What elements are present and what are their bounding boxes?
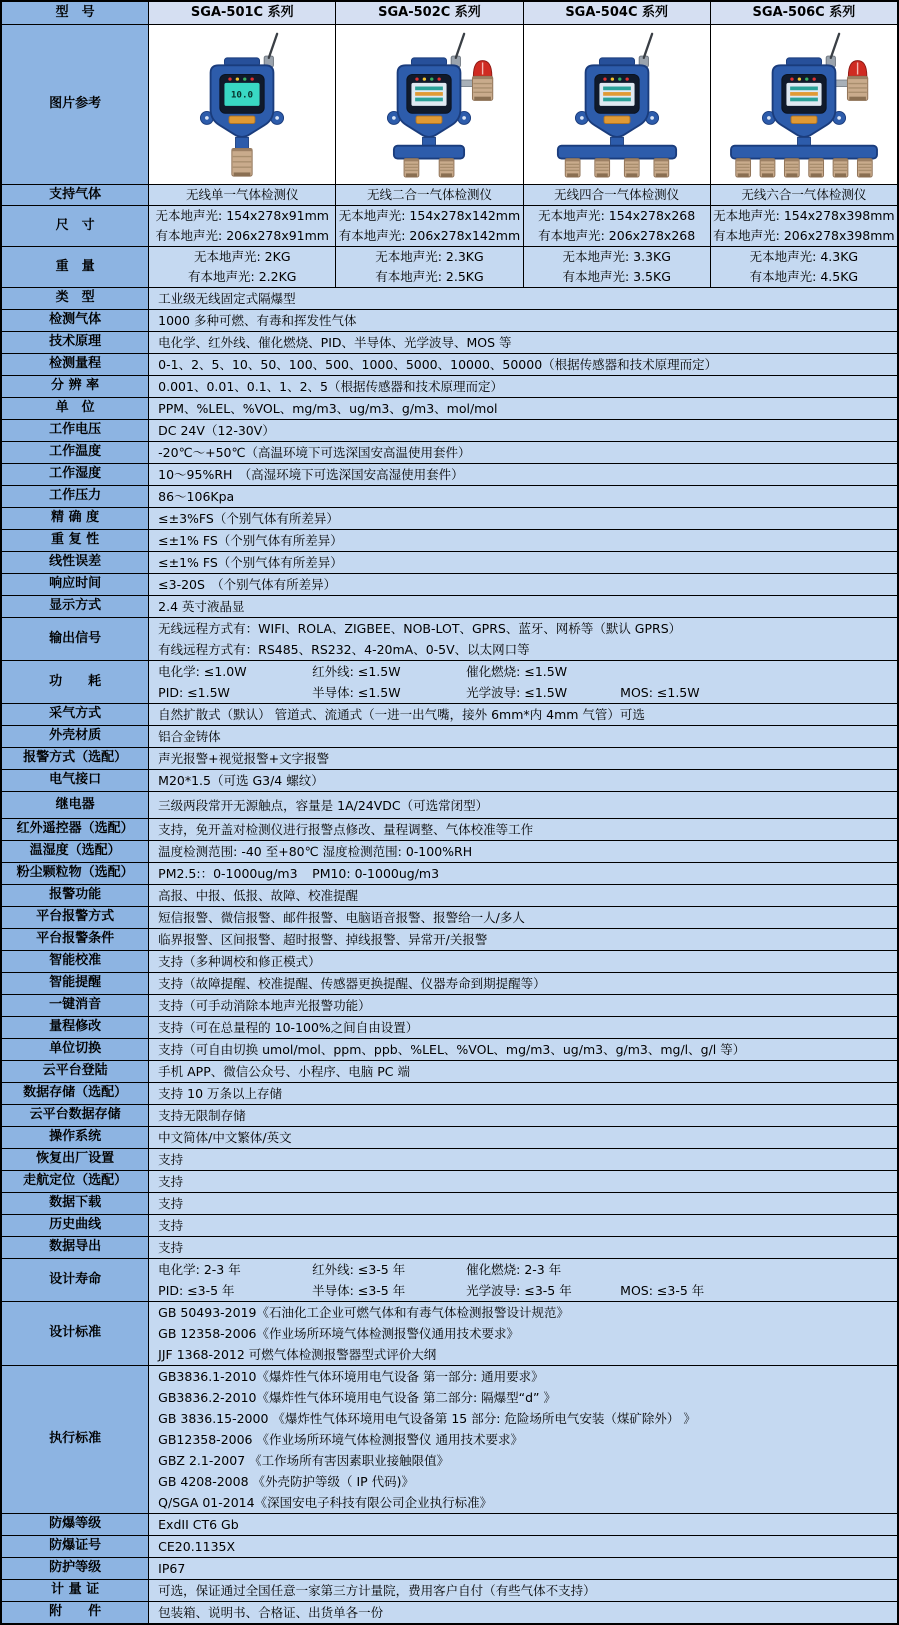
row-label: 型 号 (2, 2, 149, 25)
row-label: 数据存储（选配） (2, 1083, 149, 1105)
table-row (2, 748, 898, 770)
spec-value-segment: 半导体: ≤3-5 年 (312, 1283, 406, 1298)
detector-image-cell (336, 25, 523, 185)
row-label: 检测量程 (2, 354, 149, 376)
spec-value (149, 442, 898, 464)
model-name: SGA-504C 系列 (523, 2, 710, 25)
row-label: 工作温度 (2, 442, 149, 464)
table-row (2, 596, 898, 618)
row-label: 继电器 (2, 792, 149, 819)
spec-value-segment: MOS: ≤3-5 年 (620, 1283, 705, 1298)
table-row (2, 398, 898, 420)
spec-value-line: GB3836.1-2010《爆炸性气体环境用电气设备 第一部分: 通用要求》 (158, 1369, 544, 1384)
table-row (2, 1215, 898, 1237)
col-value (149, 247, 336, 288)
spec-value (149, 574, 898, 596)
col-value: 无线六合一气体检测仪 (710, 185, 897, 206)
col-value (336, 206, 523, 247)
spec-value-segment: PID: ≤3-5 年 (158, 1283, 235, 1298)
spec-value-line (158, 682, 893, 703)
spec-value (149, 1602, 898, 1624)
table-row (2, 726, 898, 748)
col-value-line: 有本地声光: 206x278x268 (538, 228, 696, 243)
row-label: 云平台数据存储 (2, 1105, 149, 1127)
spec-value-line: JJF 1368-2012 可燃气体检测报警器型式评价大纲 (158, 1347, 437, 1362)
detector-image (716, 32, 892, 178)
spec-value-line: 有线远程方式有：RS485、RS232、4-20mA、0-5V、以太网口等 (158, 642, 530, 657)
row-label: 工作压力 (2, 486, 149, 508)
spec-value (149, 951, 898, 973)
table-row (2, 376, 898, 398)
model-name: SGA-506C 系列 (710, 2, 897, 25)
spec-value-text: ExdII CT6 Gb (158, 1517, 239, 1532)
spec-value (149, 464, 898, 486)
spec-value-text: -20℃～+50℃（高温环境下可选深国安高温使用套件） (158, 445, 471, 460)
row-label: 设计寿命 (2, 1259, 149, 1302)
spec-value-text: 可选，保证通过全国任意一家第三方计量院，费用客户自付（有些气体不支持） (158, 1583, 596, 1598)
row-label: 恢复出厂设置 (2, 1149, 149, 1171)
spec-value (149, 310, 898, 332)
spec-value-line: GB 4208-2008 《外壳防护等级（ IP 代码)》 (158, 1474, 415, 1489)
table-row (2, 1259, 898, 1302)
table-row (2, 486, 898, 508)
spec-value-text: 2.4 英寸液晶显 (158, 599, 245, 614)
table-row (2, 1602, 898, 1624)
spec-value (149, 420, 898, 442)
spec-value-text: 86～106Kpa (158, 489, 235, 504)
spec-value-segment: 温度检测范围: -40 至+80℃ (158, 844, 319, 859)
table-row (2, 770, 898, 792)
col-value (336, 247, 523, 288)
table-row (2, 704, 898, 726)
spec-value-text: ≤±1% FS（个别气体有所差异） (158, 533, 343, 548)
table-row (2, 1302, 898, 1366)
spec-value-text: 短信报警、微信报警、邮件报警、电脑语音报警、报警给一人/多人 (158, 910, 525, 925)
spec-value (149, 1237, 898, 1259)
row-label: 精 确 度 (2, 508, 149, 530)
spec-value (149, 1215, 898, 1237)
row-label: 单位切换 (2, 1039, 149, 1061)
table-row (2, 574, 898, 596)
row-label: 分 辨 率 (2, 376, 149, 398)
row-label: 一键消音 (2, 995, 149, 1017)
row-label: 数据下载 (2, 1193, 149, 1215)
table-row (2, 792, 898, 819)
spec-value-text: 0-1、2、5、10、50、100、500、1000、5000、10000、50000（根据传感器和技术原理而定） (158, 357, 718, 372)
spec-value-line (158, 863, 893, 884)
spec-value (149, 508, 898, 530)
svg-text:10.0: 10.0 (231, 89, 254, 101)
spec-value-text: CE20.1135X (158, 1539, 236, 1554)
table-row (2, 420, 898, 442)
table-row (2, 1039, 898, 1061)
spec-value-text: 支持 (158, 1152, 184, 1167)
spec-value (149, 1017, 898, 1039)
spec-value (149, 929, 898, 951)
row-label: 电气接口 (2, 770, 149, 792)
spec-value (149, 1302, 898, 1366)
row-label: 云平台登陆 (2, 1061, 149, 1083)
detector-image-cell (710, 25, 897, 185)
spec-value-text: 声光报警+视觉报警+文字报警 (158, 751, 330, 766)
spec-value-segment: 湿度检测范围: 0-100%RH (322, 844, 473, 859)
row-label: 图片参考 (2, 25, 149, 185)
table-row (2, 2, 898, 25)
table-row (2, 907, 898, 929)
spec-value (149, 1171, 898, 1193)
spec-value-text: DC 24V（12-30V） (158, 423, 275, 438)
row-label: 采气方式 (2, 704, 149, 726)
spec-value-line: GB 3836.15-2000 《爆炸性气体环境用电气设备第 15 部分: 危险场所电气安装（煤矿除外） 》 (158, 1411, 696, 1426)
spec-value (149, 1558, 898, 1580)
spec-value-text: 包装箱、说明书、合格证、出货单各一份 (158, 1605, 384, 1620)
table-row (2, 885, 898, 907)
spec-value-text: 支持（可自由切换 umol/mol、ppm、ppb、%LEL、%VOL、mg/m3、ug/m3、g/m3、mg/l、g/l 等） (158, 1042, 746, 1057)
spec-value-text: 支持 (158, 1240, 184, 1255)
spec-value-text: 电化学、红外线、催化燃烧、PID、半导体、光学波导、MOS 等 (158, 335, 512, 350)
model-name: SGA-501C 系列 (149, 2, 336, 25)
col-value-line: 有本地声光: 4.5KG (749, 269, 859, 284)
spec-value (149, 1127, 898, 1149)
col-value: 无线单一气体检测仪 (149, 185, 336, 206)
table-row (2, 1083, 898, 1105)
row-label: 响应时间 (2, 574, 149, 596)
col-value: 无线二合一气体检测仪 (336, 185, 523, 206)
spec-value (149, 530, 898, 552)
spec-value-text: IP67 (158, 1561, 186, 1576)
spec-value (149, 995, 898, 1017)
row-label: 智能提醒 (2, 973, 149, 995)
table-row (2, 206, 898, 247)
spec-value (149, 1366, 898, 1514)
col-value-line: 有本地声光: 206x278x398mm (713, 228, 895, 243)
spec-value-text: ≤±1% FS（个别气体有所差异） (158, 555, 343, 570)
row-label: 检测气体 (2, 310, 149, 332)
spec-value-text: 临界报警、区间报警、超时报警、掉线报警、异常开/关报警 (158, 932, 488, 947)
spec-value-text: 支持 (158, 1174, 184, 1189)
table-row (2, 310, 898, 332)
row-label: 显示方式 (2, 596, 149, 618)
table-row (2, 1105, 898, 1127)
spec-value (149, 1039, 898, 1061)
row-label: 技术原理 (2, 332, 149, 354)
col-value-line: 无本地声光: 154x278x142mm (338, 208, 521, 223)
table-row (2, 819, 898, 841)
col-value (710, 247, 897, 288)
row-label: 红外遥控器（选配） (2, 819, 149, 841)
detector-image-cell (523, 25, 710, 185)
spec-value (149, 726, 898, 748)
table-row (2, 288, 898, 310)
row-label: 历史曲线 (2, 1215, 149, 1237)
spec-value-line: 无线远程方式有：WIFI、ROLA、ZIGBEE、NOB-LOT、GPRS、蓝牙、网桥等（默认 GPRS） (158, 621, 682, 636)
table-row (2, 863, 898, 885)
spec-value (149, 1514, 898, 1536)
table-row (2, 1149, 898, 1171)
spec-value-text: 支持（故障提醒、校准提醒、传感器更换提醒、仪器寿命到期提醒等） (158, 976, 546, 991)
spec-value-text: 0.001、0.01、0.1、1、2、5（根据传感器和技术原理而定） (158, 379, 504, 394)
table-row (2, 1536, 898, 1558)
row-label: 设计标准 (2, 1302, 149, 1366)
detector-image (341, 32, 517, 178)
spec-value (149, 398, 898, 420)
col-value-line: 无本地声光: 4.3KG (749, 249, 859, 264)
row-label: 支持气体 (2, 185, 149, 206)
spec-value-text: 手机 APP、微信公众号、小程序、电脑 PC 端 (158, 1064, 410, 1079)
row-label: 温湿度（选配） (2, 841, 149, 863)
spec-value-text: 支持（可在总量程的 10-100%之间自由设置） (158, 1020, 419, 1035)
spec-value-segment: 催化燃烧: ≤1.5W (466, 664, 568, 679)
spec-value-line: GB12358-2006 《作业场所环境气体检测报警仪 通用技术要求》 (158, 1432, 523, 1447)
spec-value (149, 704, 898, 726)
row-label: 数据导出 (2, 1237, 149, 1259)
col-value (523, 206, 710, 247)
col-value-line: 无本地声光: 154x278x91mm (155, 208, 329, 223)
row-label: 报警方式（选配） (2, 748, 149, 770)
spec-value-segment: PM2.5:：0-1000ug/m3 (158, 866, 298, 881)
table-row (2, 1237, 898, 1259)
spec-value-segment: 电化学: ≤1.0W (158, 664, 247, 679)
row-label: 平台报警方式 (2, 907, 149, 929)
spec-value-line: GB3836.2-2010《爆炸性气体环境用电气设备 第二部分: 隔爆型“d” 》 (158, 1390, 556, 1405)
model-name: SGA-502C 系列 (336, 2, 523, 25)
spec-table (1, 1, 898, 1624)
table-row (2, 1127, 898, 1149)
spec-value-text: 支持无限制存储 (158, 1108, 246, 1123)
spec-value-line (158, 841, 893, 862)
col-value-line: 无本地声光: 154x278x398mm (713, 208, 895, 223)
col-value: 无线四合一气体检测仪 (523, 185, 710, 206)
table-row (2, 1558, 898, 1580)
spec-value (149, 863, 898, 885)
spec-value (149, 486, 898, 508)
row-label: 附 件 (2, 1602, 149, 1624)
col-value (523, 247, 710, 288)
row-label: 功 耗 (2, 661, 149, 704)
spec-value (149, 885, 898, 907)
spec-value-line: GBZ 2.1-2007 《工作场所有害因素职业接触限值》 (158, 1453, 450, 1468)
spec-value (149, 376, 898, 398)
table-row (2, 442, 898, 464)
col-value (149, 206, 336, 247)
col-value (710, 206, 897, 247)
spec-value-segment: MOS: ≤1.5W (620, 685, 700, 700)
spec-value (149, 1259, 898, 1302)
row-label: 重 量 (2, 247, 149, 288)
spec-value (149, 1580, 898, 1602)
table-row (2, 1193, 898, 1215)
spec-value-text: 工业级无线固定式隔爆型 (158, 291, 296, 306)
spec-value (149, 354, 898, 376)
spec-value (149, 1193, 898, 1215)
spec-value (149, 819, 898, 841)
row-label: 防爆证号 (2, 1536, 149, 1558)
table-row (2, 552, 898, 574)
spec-table-body (2, 2, 898, 1624)
detector-image-cell (149, 25, 336, 185)
col-value-line: 有本地声光: 206x278x91mm (155, 228, 329, 243)
spec-value-line: GB 12358-2006《作业场所环境气体检测报警仪通用技术要求》 (158, 1326, 519, 1341)
spec-value-segment: 电化学: 2-3 年 (158, 1262, 241, 1277)
table-row (2, 1514, 898, 1536)
col-value-line: 有本地声光: 3.5KG (562, 269, 671, 284)
spec-value-segment: 红外线: ≤1.5W (312, 664, 401, 679)
col-value-line: 有本地声光: 2.5KG (375, 269, 484, 284)
table-row (2, 951, 898, 973)
spec-value-segment: 红外线: ≤3-5 年 (312, 1262, 406, 1277)
spec-value (149, 618, 898, 661)
spec-value (149, 973, 898, 995)
spec-value (149, 907, 898, 929)
spec-value-segment: 催化燃烧: 2-3 年 (466, 1262, 562, 1277)
spec-value-text: 支持 (158, 1218, 184, 1233)
spec-value (149, 748, 898, 770)
spec-value (149, 1105, 898, 1127)
row-label: 报警功能 (2, 885, 149, 907)
spec-value-text: 支持，免开盖对检测仪进行报警点修改、量程调整、气体校准等工作 (158, 822, 534, 837)
spec-value (149, 792, 898, 819)
row-label: 量程修改 (2, 1017, 149, 1039)
spec-value-text: 自然扩散式（默认） 管道式、流通式（一进一出气嘴，接外 6mm*内 4mm 气管）可选 (158, 707, 645, 722)
row-label: 防护等级 (2, 1558, 149, 1580)
spec-value-line (158, 1280, 893, 1301)
spec-value-text: ≤3-20S （个别气体有所差异） (158, 577, 337, 592)
spec-value-line (158, 1259, 893, 1280)
spec-value-text: 支持（可手动消除本地声光报警功能） (158, 998, 371, 1013)
row-label: 外壳材质 (2, 726, 149, 748)
row-label: 走航定位（选配） (2, 1171, 149, 1193)
spec-value-text: 支持 10 万条以上存储 (158, 1086, 283, 1101)
spec-value-text: 支持 (158, 1196, 184, 1211)
spec-value-text: 中文简体/中文繁体/英文 (158, 1130, 292, 1145)
spec-value (149, 288, 898, 310)
table-row (2, 1580, 898, 1602)
spec-value (149, 1061, 898, 1083)
table-row (2, 185, 898, 206)
spec-value-line (158, 661, 893, 682)
spec-value-text: M20*1.5（可选 G3/4 螺纹） (158, 773, 324, 788)
table-row (2, 995, 898, 1017)
table-row (2, 841, 898, 863)
spec-value (149, 332, 898, 354)
row-label: 计 量 证 (2, 1580, 149, 1602)
spec-value-text: PPM、%LEL、%VOL、mg/m3、ug/m3、g/m3、mol/mol (158, 401, 498, 416)
spec-value-text: 1000 多种可燃、有毒和挥发性气体 (158, 313, 357, 328)
spec-value-text: 三级两段常开无源触点，容量是 1A/24VDC（可选常闭型） (158, 797, 489, 813)
spec-value-text: 10～95%RH （高湿环境下可选深国安高湿使用套件） (158, 467, 464, 482)
spec-value (149, 552, 898, 574)
col-value-line: 有本地声光: 2.2KG (188, 269, 297, 284)
table-row (2, 464, 898, 486)
spec-value-text: 高报、中报、低报、故障、校准提醒 (158, 888, 359, 903)
detector-image (529, 32, 705, 178)
col-value-line: 无本地声光: 2KG (193, 249, 291, 264)
row-label: 尺 寸 (2, 206, 149, 247)
row-label: 输出信号 (2, 618, 149, 661)
spec-value-segment: PM10: 0-1000ug/m3 (312, 866, 440, 881)
spec-value (149, 1536, 898, 1558)
col-value-line: 有本地声光: 206x278x142mm (338, 228, 521, 243)
spec-value (149, 841, 898, 863)
spec-value-text: 支持（多种调校和修正模式） (158, 954, 321, 969)
table-row (2, 247, 898, 288)
spec-value-text: 铝合金铸体 (158, 729, 221, 744)
col-value-line: 无本地声光: 3.3KG (562, 249, 671, 264)
spec-value-segment: 半导体: ≤1.5W (312, 685, 401, 700)
row-label: 平台报警条件 (2, 929, 149, 951)
row-label: 防爆等级 (2, 1514, 149, 1536)
row-label: 粉尘颗粒物（选配） (2, 863, 149, 885)
table-row (2, 618, 898, 661)
table-row (2, 354, 898, 376)
spec-value-line: Q/SGA 01-2014《深国安电子科技有限公司企业执行标准》 (158, 1495, 493, 1510)
row-label: 类 型 (2, 288, 149, 310)
row-label: 操作系统 (2, 1127, 149, 1149)
row-label: 重 复 性 (2, 530, 149, 552)
spec-value-text: ≤±3%FS（个别气体有所差异） (158, 511, 339, 526)
spec-value (149, 770, 898, 792)
spec-value (149, 1083, 898, 1105)
table-row (2, 1366, 898, 1514)
row-label: 执行标准 (2, 1366, 149, 1514)
row-label: 智能校准 (2, 951, 149, 973)
table-row (2, 1171, 898, 1193)
spec-value (149, 596, 898, 618)
spec-value-line: GB 50493-2019《石油化工企业可燃气体和有毒气体检测报警设计规范》 (158, 1305, 569, 1320)
col-value-line: 无本地声光: 2.3KG (375, 249, 484, 264)
table-row (2, 929, 898, 951)
spec-value (149, 1149, 898, 1171)
table-row (2, 1017, 898, 1039)
row-label: 单 位 (2, 398, 149, 420)
table-row (2, 508, 898, 530)
row-label: 工作电压 (2, 420, 149, 442)
col-value-line: 无本地声光: 154x278x268 (538, 208, 696, 223)
table-row (2, 332, 898, 354)
table-row (2, 661, 898, 704)
spec-value (149, 661, 898, 704)
table-row (2, 1061, 898, 1083)
table-row (2, 25, 898, 185)
spec-value-segment: PID: ≤1.5W (158, 685, 230, 700)
spec-value-segment: 光学波导: ≤1.5W (466, 685, 568, 700)
row-label: 线性误差 (2, 552, 149, 574)
spec-value-segment: 光学波导: ≤3-5 年 (466, 1283, 572, 1298)
detector-image (154, 32, 330, 178)
table-row (2, 530, 898, 552)
row-label: 工作湿度 (2, 464, 149, 486)
table-row (2, 973, 898, 995)
